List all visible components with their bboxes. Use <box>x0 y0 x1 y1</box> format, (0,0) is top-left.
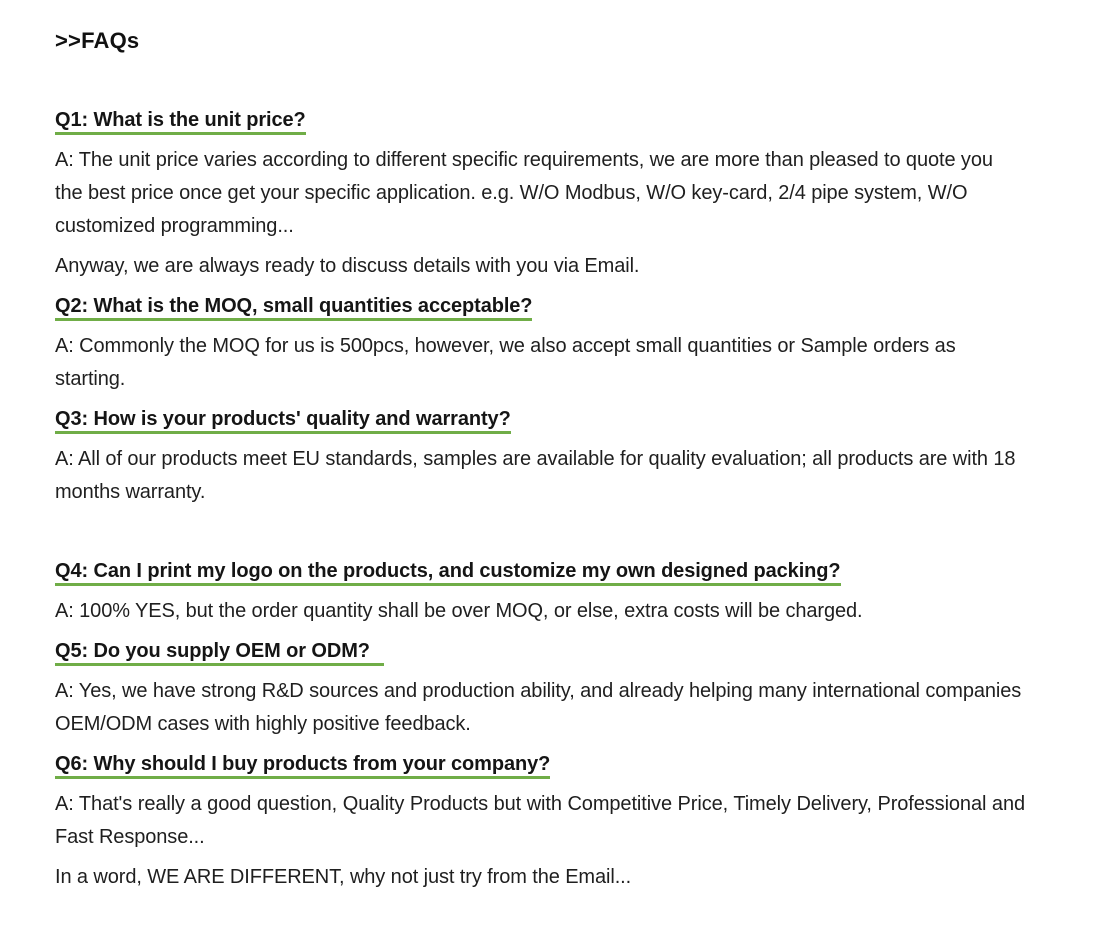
faq-answer: A: Commonly the MOQ for us is 500pcs, however, we also accept small quantities or Sample orders as starting. <box>55 335 956 390</box>
faq-item-q5 <box>55 635 1025 741</box>
faq-question-text: Q2: What is the MOQ, small quantities acceptable? <box>55 295 532 321</box>
faq-question <box>55 635 1025 668</box>
faq-question-text: Q3: How is your products' quality and warranty? <box>55 408 511 434</box>
faq-answer: A: Yes, we have strong R&D sources and production ability, and already helping many international companies OEM/ODM cases with highly positive feedback. <box>55 680 1022 735</box>
faq-answer: A: All of our products meet EU standards, samples are available for quality evaluation; all products are with 18 months warranty. <box>55 448 1016 503</box>
faq-question-text: Q6: Why should I buy products from your company? <box>55 753 550 779</box>
faq-item-q6 <box>55 748 1025 894</box>
faq-answer: A: 100% YES, but the order quantity shall be over MOQ, or else, extra costs will be charged. <box>55 600 863 622</box>
page-title: >>FAQs <box>55 28 140 53</box>
faq-question-text: Q4: Can I print my logo on the products, and customize my own designed packing? <box>55 560 841 586</box>
faq-answer: Anyway, we are always ready to discuss details with you via Email. <box>55 255 640 277</box>
faq-item-q1 <box>55 104 1025 283</box>
faq-question <box>55 555 1025 588</box>
faq-question <box>55 290 1025 323</box>
faq-question-text: Q5: Do you supply OEM or ODM? <box>55 640 384 666</box>
faq-question <box>55 403 1025 436</box>
faq-answer: A: That's really a good question, Quality Products but with Competitive Price, Timely Delivery, Professional and Fast Response... <box>55 793 1025 848</box>
blank-line <box>55 516 1025 555</box>
faq-item-q3 <box>55 403 1025 509</box>
faq-question <box>55 748 1025 781</box>
faq-answer: A: The unit price varies according to different specific requirements, we are more than pleased to quote you the best price once get your specific application. e.g. W/O Modbus, W/O key-card, 2/4 pipe system, W/O customized programming... <box>55 149 993 237</box>
faq-item-q2 <box>55 290 1025 396</box>
faq-item-q4 <box>55 555 1025 628</box>
faq-answer: In a word, WE ARE DIFFERENT, why not just try from the Email... <box>55 866 632 888</box>
faq-question <box>55 104 1025 137</box>
faq-question-text: Q1: What is the unit price? <box>55 109 306 135</box>
